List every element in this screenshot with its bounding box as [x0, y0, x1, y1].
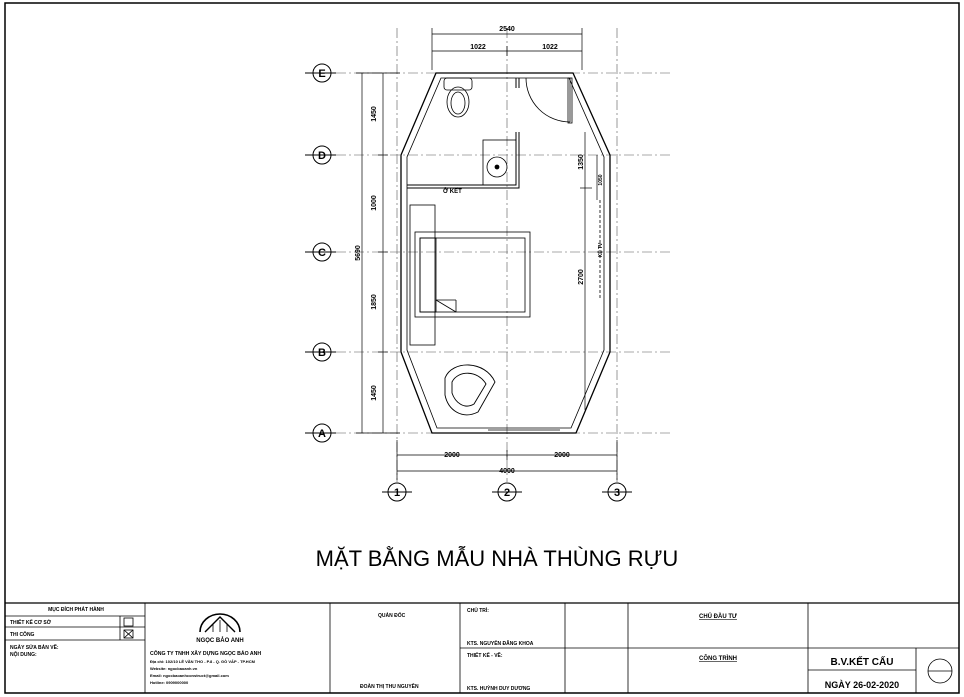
- title-block: [5, 603, 959, 693]
- entry-door: [526, 78, 572, 123]
- toilet: [444, 78, 472, 117]
- dim-top-left: 1022: [470, 44, 486, 51]
- outer-wall: [401, 73, 610, 433]
- grid-label-C: C: [318, 247, 326, 259]
- company-email: Email: ngocbaoanhconstruct@gmail.com: [150, 673, 229, 678]
- dim-bottom-left: 2000: [444, 452, 460, 459]
- wardrobe: [410, 205, 435, 345]
- dim-left-d-c: 1000: [371, 195, 378, 211]
- room-label: Ở KẾT: [443, 189, 462, 195]
- dim-right-upper: 1350: [578, 154, 585, 170]
- sheet-border: [5, 3, 959, 693]
- quan-ly-label: QUẢN ĐỐC: [378, 613, 406, 619]
- grid-label-1: 1: [393, 487, 401, 499]
- grid-label-D: D: [318, 150, 326, 162]
- chu-dau-tu-label: CHỦ ĐẦU TƯ: [699, 614, 737, 620]
- drawing-title: MẶT BẰNG MẪU NHÀ THÙNG RỰU: [315, 546, 679, 571]
- status-thiet-ke-co-so: THIẾT KẾ CƠ SỞ: [10, 620, 52, 626]
- chu-tri-label: CHỦ TRÌ:: [467, 608, 489, 614]
- dim-left-overall: 5690: [355, 245, 362, 261]
- company-hotline: Hotline: 0909000000: [150, 680, 189, 685]
- inner-wall: [407, 78, 604, 428]
- company-address: Địa chỉ: 102/10 LÊ VĂN THO - P.8 - Q. GÒ VẤP - TP.HCM: [150, 659, 255, 664]
- dim-left-e-d: 1450: [371, 106, 378, 122]
- floor-plan: [305, 26, 672, 501]
- company-logo-icon: [200, 614, 240, 632]
- checkbox-thiet-ke-co-so: [124, 618, 133, 626]
- sheet-date: NGÀY 26-02-2020: [824, 680, 900, 690]
- grid-label-E: E: [318, 68, 326, 80]
- thiet-ke-name: KTS. HUỲNH DUY DƯƠNG: [467, 686, 531, 692]
- bed: [415, 232, 530, 317]
- grid-lines: [336, 28, 672, 482]
- grid-label-3: 3: [613, 487, 621, 499]
- company-logo-text: NGỌC BẢO ANH: [196, 638, 244, 644]
- grid-label-A: A: [318, 428, 326, 440]
- bathroom-partition: [407, 78, 519, 188]
- grid-label-2: 2: [503, 487, 511, 499]
- status-thi-cong: THI CÔNG: [10, 632, 35, 638]
- grid-label-B: B: [318, 347, 326, 359]
- revision-label: NGÀY SỬA BẢN VẼ:: [10, 645, 59, 651]
- dim-right-upper-inner: 1050: [598, 174, 604, 186]
- company-website: Website: ngocbaoanh.vn: [150, 666, 198, 671]
- sink: [483, 140, 516, 185]
- dim-right-lower: 2700: [578, 269, 585, 285]
- cong-trinh-label: CÔNG TRÌNH: [699, 656, 737, 662]
- sheet-type: B.V.KẾT CẤU: [830, 657, 894, 668]
- dim-bottom-right: 2000: [554, 452, 570, 459]
- dim-bottom-overall: 4000: [499, 468, 515, 475]
- dim-top-right: 1022: [542, 44, 558, 51]
- revision-content-label: NỘI DUNG:: [10, 652, 37, 658]
- status-header: MỤC ĐÍCH PHÁT HÀNH: [48, 607, 104, 613]
- dim-right-lower-inner: KỆ TV: [598, 242, 604, 258]
- chu-tri-name: KTS. NGUYỄN ĐĂNG KHOA: [467, 641, 534, 647]
- company-name: CÔNG TY TNHH XÂY DỰNG NGỌC BẢO ANH: [150, 651, 262, 657]
- armchair: [445, 365, 495, 415]
- quan-ly-name: ĐOÀN THỊ THU NGUYÊN: [360, 684, 419, 690]
- thiet-ke-label: THIẾT KẾ - VẼ:: [467, 653, 503, 659]
- dim-left-c-b: 1850: [371, 294, 378, 310]
- dim-top-overall: 2540: [499, 26, 515, 33]
- dim-left-b-a: 1450: [371, 385, 378, 401]
